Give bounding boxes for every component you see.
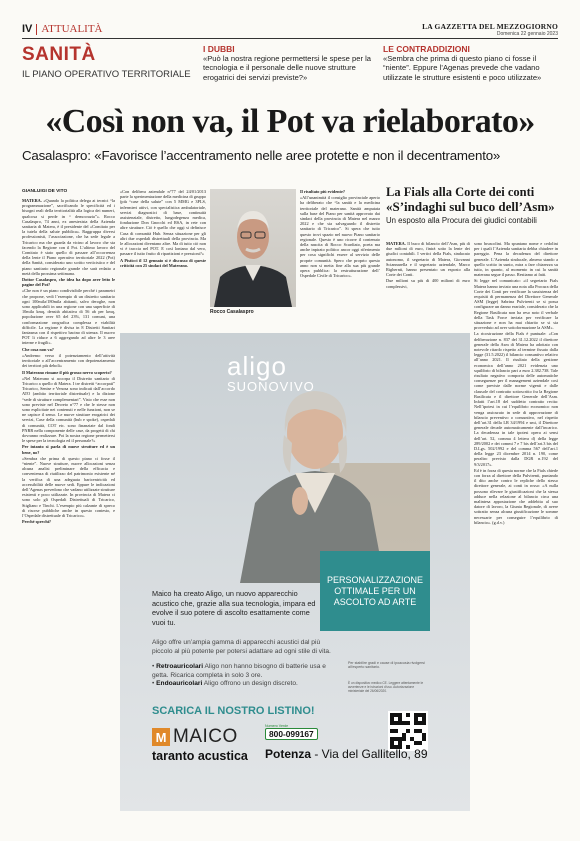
logo-subtitle: taranto acustica bbox=[152, 749, 248, 763]
dubbi-box bbox=[203, 44, 373, 82]
topic-block bbox=[22, 44, 197, 81]
side-column-b: sono bruscolini. Ma spuntano nome e cedolini per i quali l’Azienda sanitaria debba chiudere in pareggio. Pena la decadenza del direttore generale. L’Azienda sindacale, almeno stando a quello scritto in sunto, mira a fare chiarezza su tutto, in quanto, al momento in cui la sanità materana segue il passo. Restiamo ai fatti. Si legge nel comunicato: «il segretario Fials Matera hanno inviato una nota alla Procura della Corte dei Conti per verificare la sussistenza del requisiti di permanenza del Direttore Generale ASM (legge) Sabrina Pulvirenti se si possa configurare un danno erariale, considerato che la Regione Basilicata non ha reso noto il verbale della Task Force inviata per verificare la situazione e non ha mai chiarito se si sia provveduto ad aver sottoformazione la ASM». La ricostruzione della Fials è puntuale: «Con deliberazione n. 837 del 31.12.2022 il direttore generale della Asm di Matera ha adottato con notevole ritardo rispetto al termine fissato dalla legge (31.5.2022) il bilancio consuntivo relativo all’anno 2021. Il risultato della gestione economica dell’anno 2021 evidenzia uno squilibrio di bilancio pari a euro 2.382.738. Tale risultato negativo comporta delle automatiche conseguenze per il management aziendale così come previste dalle norme vigenti e dalle clausole del contratto sottoscritto fra la Regione Basilicata e il direttore Generale dell’Asm. Infatti l’art.18 del suddetto contratto recita: Nell’ipotesi in cui l’equilibrio economico non venga assicurato in sede di approvazione di bilancio preventivo o consuntivo, nel rispetto dell’art.31 della LR 34/1994 e smi, il Direttore generale decade automaticamente dall’incarico. La decadenza in tale ipotesi opera ai sensi dell’art. 52, comma 4 lettera d) della legge 289/2002 e dei commi 7 e 7 bis dell’art.3 bis del D.Lgs. 502/1992 e del comma 567 dell’art.1 della legge 23 dicembre 2014 n. 190, come peraltro previsto dalla DGR n.192 del 9/3/2017». Ed è in forza di questa norme che la Fials chiede con forza al direttore della Pulvirenti, puntando il dito anche contro le repliche dello stesso direttore generale, ai conti in rosso: «A nulla possono rilevare le giustificazioni che la stessa adduce nella relazione al bilancio circa una malintesa appostazione che addebita al suo datore di lavoro, la Giunta Regionale, di avere sottratto senza alcuna giustificazione le somme necessarie per conseguire l’equilibrio di bilancio». (g.d.v.) bbox=[474, 241, 558, 525]
ad-note: Per stabilire gradi e cause di ipoacusia rivolgersi all’esperto sanitario. bbox=[348, 661, 425, 670]
side-headline-1: La Fials alla Corte dei conti bbox=[386, 185, 535, 199]
bullet-item: • Retroauricolari Aligo non hanno bisogno di batterie usa e getta. Ricarica completa in solo 3 ore. bbox=[152, 663, 326, 679]
page-number: IV bbox=[22, 23, 33, 35]
phone-number: 800-099167 bbox=[265, 728, 318, 740]
question: Il Materano rimane il più grosso nervo scoperto? bbox=[22, 369, 112, 375]
article-column-3: Il risultato più evidente? «All’unanimità il consiglio provinciale aperto ha deliberato che “la sanità e la medicina territoriale del materano. Sanità amputata sulla base del Piano per sanità approvato dai sindaci della provincia di Matera nel marzo 2022 e che sia salvaguardo il distretto sanitario di Tricarico”. Si spera che tutto questo trovi spazio nel nuovo Piano sanitario regionale. Questo è uno ricorre il contenuto della nascita di Rocco Scardiato, poeta ma anche inpirato politico ancor oggi riferimento per cosa significhi essere al servizio delle proprie comunità. Spero che proprio questo anno non si metta fine alla sua più grande opera pubblica: la restrutturazione dell’ Ospedale Civile di Tricarico». bbox=[300, 189, 380, 279]
side-subhead: Un esposto alla Procura dei giudici contabili bbox=[386, 216, 537, 225]
dubbi-label: I DUBBI bbox=[203, 44, 235, 54]
side-headline-2: «S’indaghi sul buco dell’Asm» bbox=[386, 199, 555, 214]
ad-badge: PERSONALIZZAZIONE OTTIMALE PER UN ASCOLTO AD ARTE bbox=[320, 551, 430, 631]
portrait-figure-icon bbox=[210, 189, 296, 307]
ad-brand bbox=[227, 353, 315, 394]
advertisement[interactable] bbox=[120, 333, 470, 811]
ad-cta[interactable]: SCARICA IL NOSTRO LISTINO! bbox=[152, 705, 315, 717]
qr-code-icon[interactable] bbox=[388, 711, 428, 751]
bullet-item: • Endoauricolari Aligo offrono un design discreto. bbox=[152, 680, 298, 688]
portrait-photo bbox=[210, 189, 296, 307]
issue-date: Domenica 22 gennaio 2023 bbox=[496, 31, 558, 37]
ad-fine-print: È un dispositivo medico CE. Leggere attentamente le avvertenze e le istruzioni d’uso. Autorizzazione ministeriale del 26/06/2020. bbox=[348, 681, 424, 693]
ad-bullets bbox=[152, 663, 342, 689]
question: Per intanto si parla di nuove strutture ed è un bene, no? bbox=[22, 444, 115, 455]
question: Che cosa non va? bbox=[22, 346, 54, 352]
topic-subtitle: IL PIANO OPERATIVO TERRITORIALE bbox=[22, 69, 191, 80]
contraddizioni-text: «Sembra che prima di questo piano ci fosse il “niente”. Eppure l’Agenas prevede che vadano utilizzate le strutture esistenti e poco utilizzate» bbox=[383, 54, 542, 82]
topic-title: SANITÀ bbox=[22, 44, 96, 65]
headline: «Così non va, il Pot va rielaborato» bbox=[45, 103, 535, 140]
contraddizioni-box bbox=[383, 44, 561, 82]
question: Perché sprechi? bbox=[22, 519, 52, 525]
contraddizioni-label: LE CONTRADDIZIONI bbox=[383, 44, 470, 54]
brand-tagline: SUONOVIVO bbox=[227, 379, 315, 394]
question: Dottor Casalaspro, che idea ha dopo aver letto le pagine del Pot? bbox=[22, 277, 115, 288]
byline: GIANLUIGI DE VITO bbox=[22, 189, 68, 194]
maico-logo[interactable]: M MAICO bbox=[152, 726, 238, 748]
article-column-2: «Con delibera aziendale n°77 del 24/01/2013 parte la sperimentazione della medicina di gruppo (più “case della salute” con 5 MMG e 3PLS, infermieri attivi, con specialistica ambulatoriale, servizi diagnostici di base, continuità assistenziale, distretto, lungodegenza medica, fondazione Don Gnocchi ed RSA, in rete con altre strutture. Ciò è quello che oggi si definisce Casa di comunità Hub. Senza situazione per gli altri due ospedali distrettuali della provincia. Ma le allocazioni diventano altre. Ma di tutto ciò non vi è traccia nel POT. E così lontano dal vero, passare il tutto frutto di ripartizioni e pressioni?» A Pisticci il 12 gennaio si è discusso di queste criticità con 25 sindaci del Materano. bbox=[120, 189, 206, 268]
subheadline: Casalaspro: «Favorisce l’accentramento nelle aree protette e non il decentramento» bbox=[22, 148, 501, 163]
phone-box[interactable]: Numero Verde 800-099167 bbox=[265, 724, 318, 740]
side-column-a: MATERA. Il buco di bilancio dell’Asm, più di due milioni di euro, finirà sotto la lente dei giudici contabili. I vertici della Fials, sindacato autonomo, il segretario di Matera, Giovanni Sciannarella e il segretario aziendale, Marco Righernti, hanno presentato un esposto alla Corte dei Conti. Due milioni su più di 400 milioni di euro complessivi, bbox=[386, 241, 470, 289]
photo-caption: Rocco Casalaspro bbox=[210, 309, 254, 315]
page-header bbox=[22, 22, 558, 38]
maico-m-icon: M bbox=[152, 728, 170, 746]
side-article-headline bbox=[386, 185, 562, 226]
lead-place: MATERA. bbox=[22, 198, 42, 203]
article-column-1: MATERA. «Quando la politica delega ai tecnici “la programmazione”, sacrificando le specificità ed i bisogni reali della territorialità alla logica dei numeri, qualcosa si perde in “ democrazia”». Rocco Casalaspro, 74 anni, ex anestesista della Azienda sanitaria di Matera, è il presidente del «Comitato per la tutela della salute pubblica». Raggruppa diversi professionisti, l’associazione, che ha sede legale a Tricarico ma che guarda da vicino al lavoro che sta facendo la Regione con il Pot. L’ultimo lavoro del Comitato è stato quello di passare all’occorrenza della lente il Piano operativo territoriale 2022 (Pot) della Sanità, considerato uno scritto verticistico e del piano sanitario regionale grande che sarà redatto a metà della prossima settimana. Dottor Casalaspro, che idea ha dopo aver letto le pagine del Pot? «Che non è un piano condivisibile perché i parametri che propone, vedi l’esempio di un distretto sanitario ogni 100mila/180mila abitanti, salvo deroghe, non sono applicabili in una regione con una superficie di 10mila kmq, densità abitativa di 56 ab per kmq, popolazione over 65 del 23%, 131 comuni, una conformazione orografica complessa e viabilità difficile. La regione è divisa in 8 Distretti Sanitari fantasma con il rispettivo bacino di utenza. Il nuovo POT li riduce a 6 aggregando ad altre le 3 aree interne e fragili». Che cosa non va? «Andremo verso il potenziamento dell’attività territoriale o all’accentramento con depotenziamento dei territori più deboli» Il Materano rimane il più grosso nervo scoperto? «Nel Materano si accorpa il Distretto sanitario di Tricarico a quello di Matera. I tre distretti “accorpati” Tricarico, Senise e Venosa sono indicati dall’accordo ATO (ambito territoriale distrettuale) e la dizione “sede di strutture complementari”. Visto che esse non sono previste nel Decreto n°77 e che le stesse non sono esplicitate nei contenuti e nelle funzioni, non se ne capisce il senso. Le nuove strutture erogatrici dei servizi, Case della comunità (hub e spoke), ospedali di comunità, COT etc. sono finanziate dal fondi PNRR nella componente delle case, da progetti di chi dovranno realizzare. Poi la nostra regione permettersi le spese per la tecnologia ed il personale?» Per intanto si parla di nuove strutture ed è un bene, no? «Sembra che prima di questo piano ci fosse il “niente”. Nuove strutture, nuove allocazioni senza alcuna analisi preliminare della efficacia e convenienza di riutilizzo del patrimonio esistente né la verifica di una adeguata baricentricità ed accessibilità delle nuove sedi. Eppure le indicazioni dell’Agenas prevedono che vadano utilizzate strutture esistenti e poco utilizzate. In provincia di Matera ci sono solo gli Ospedali Distrettuali di Tricarico, Stigliano e Tinchi. L’esempio più calzante di spreco di risorse pubbliche anche in questo contesto, e l’Ospedale distrettuale di Tricarico». Perché sprechi? bbox=[22, 198, 115, 525]
section-name: ATTUALITÀ bbox=[41, 23, 103, 35]
masthead: LA GAZZETTA DEL MEZZOGIORNO bbox=[422, 22, 558, 31]
store-address: Potenza - Via del Gallitello, 89 bbox=[265, 747, 428, 761]
dubbi-text: «Può la nostra regione permettersi le spese per la tecnologia e il personale delle nuove strutture erogatrici dei servizi previste?» bbox=[203, 54, 372, 82]
brand-logo: aligo bbox=[227, 351, 287, 381]
ad-intro: Maico ha creato Aligo, un nuovo apparecchio acustico che, grazie alla sua tecnologia, impara ed evolve il suo potere di ascolto esattamente come vuoi tu. bbox=[152, 589, 316, 627]
ad-body: Aligo offre un’ampia gamma di apparecchi acustici dal più piccolo al più potente per potersi adattare ad ogni stile di vita. bbox=[152, 639, 331, 655]
